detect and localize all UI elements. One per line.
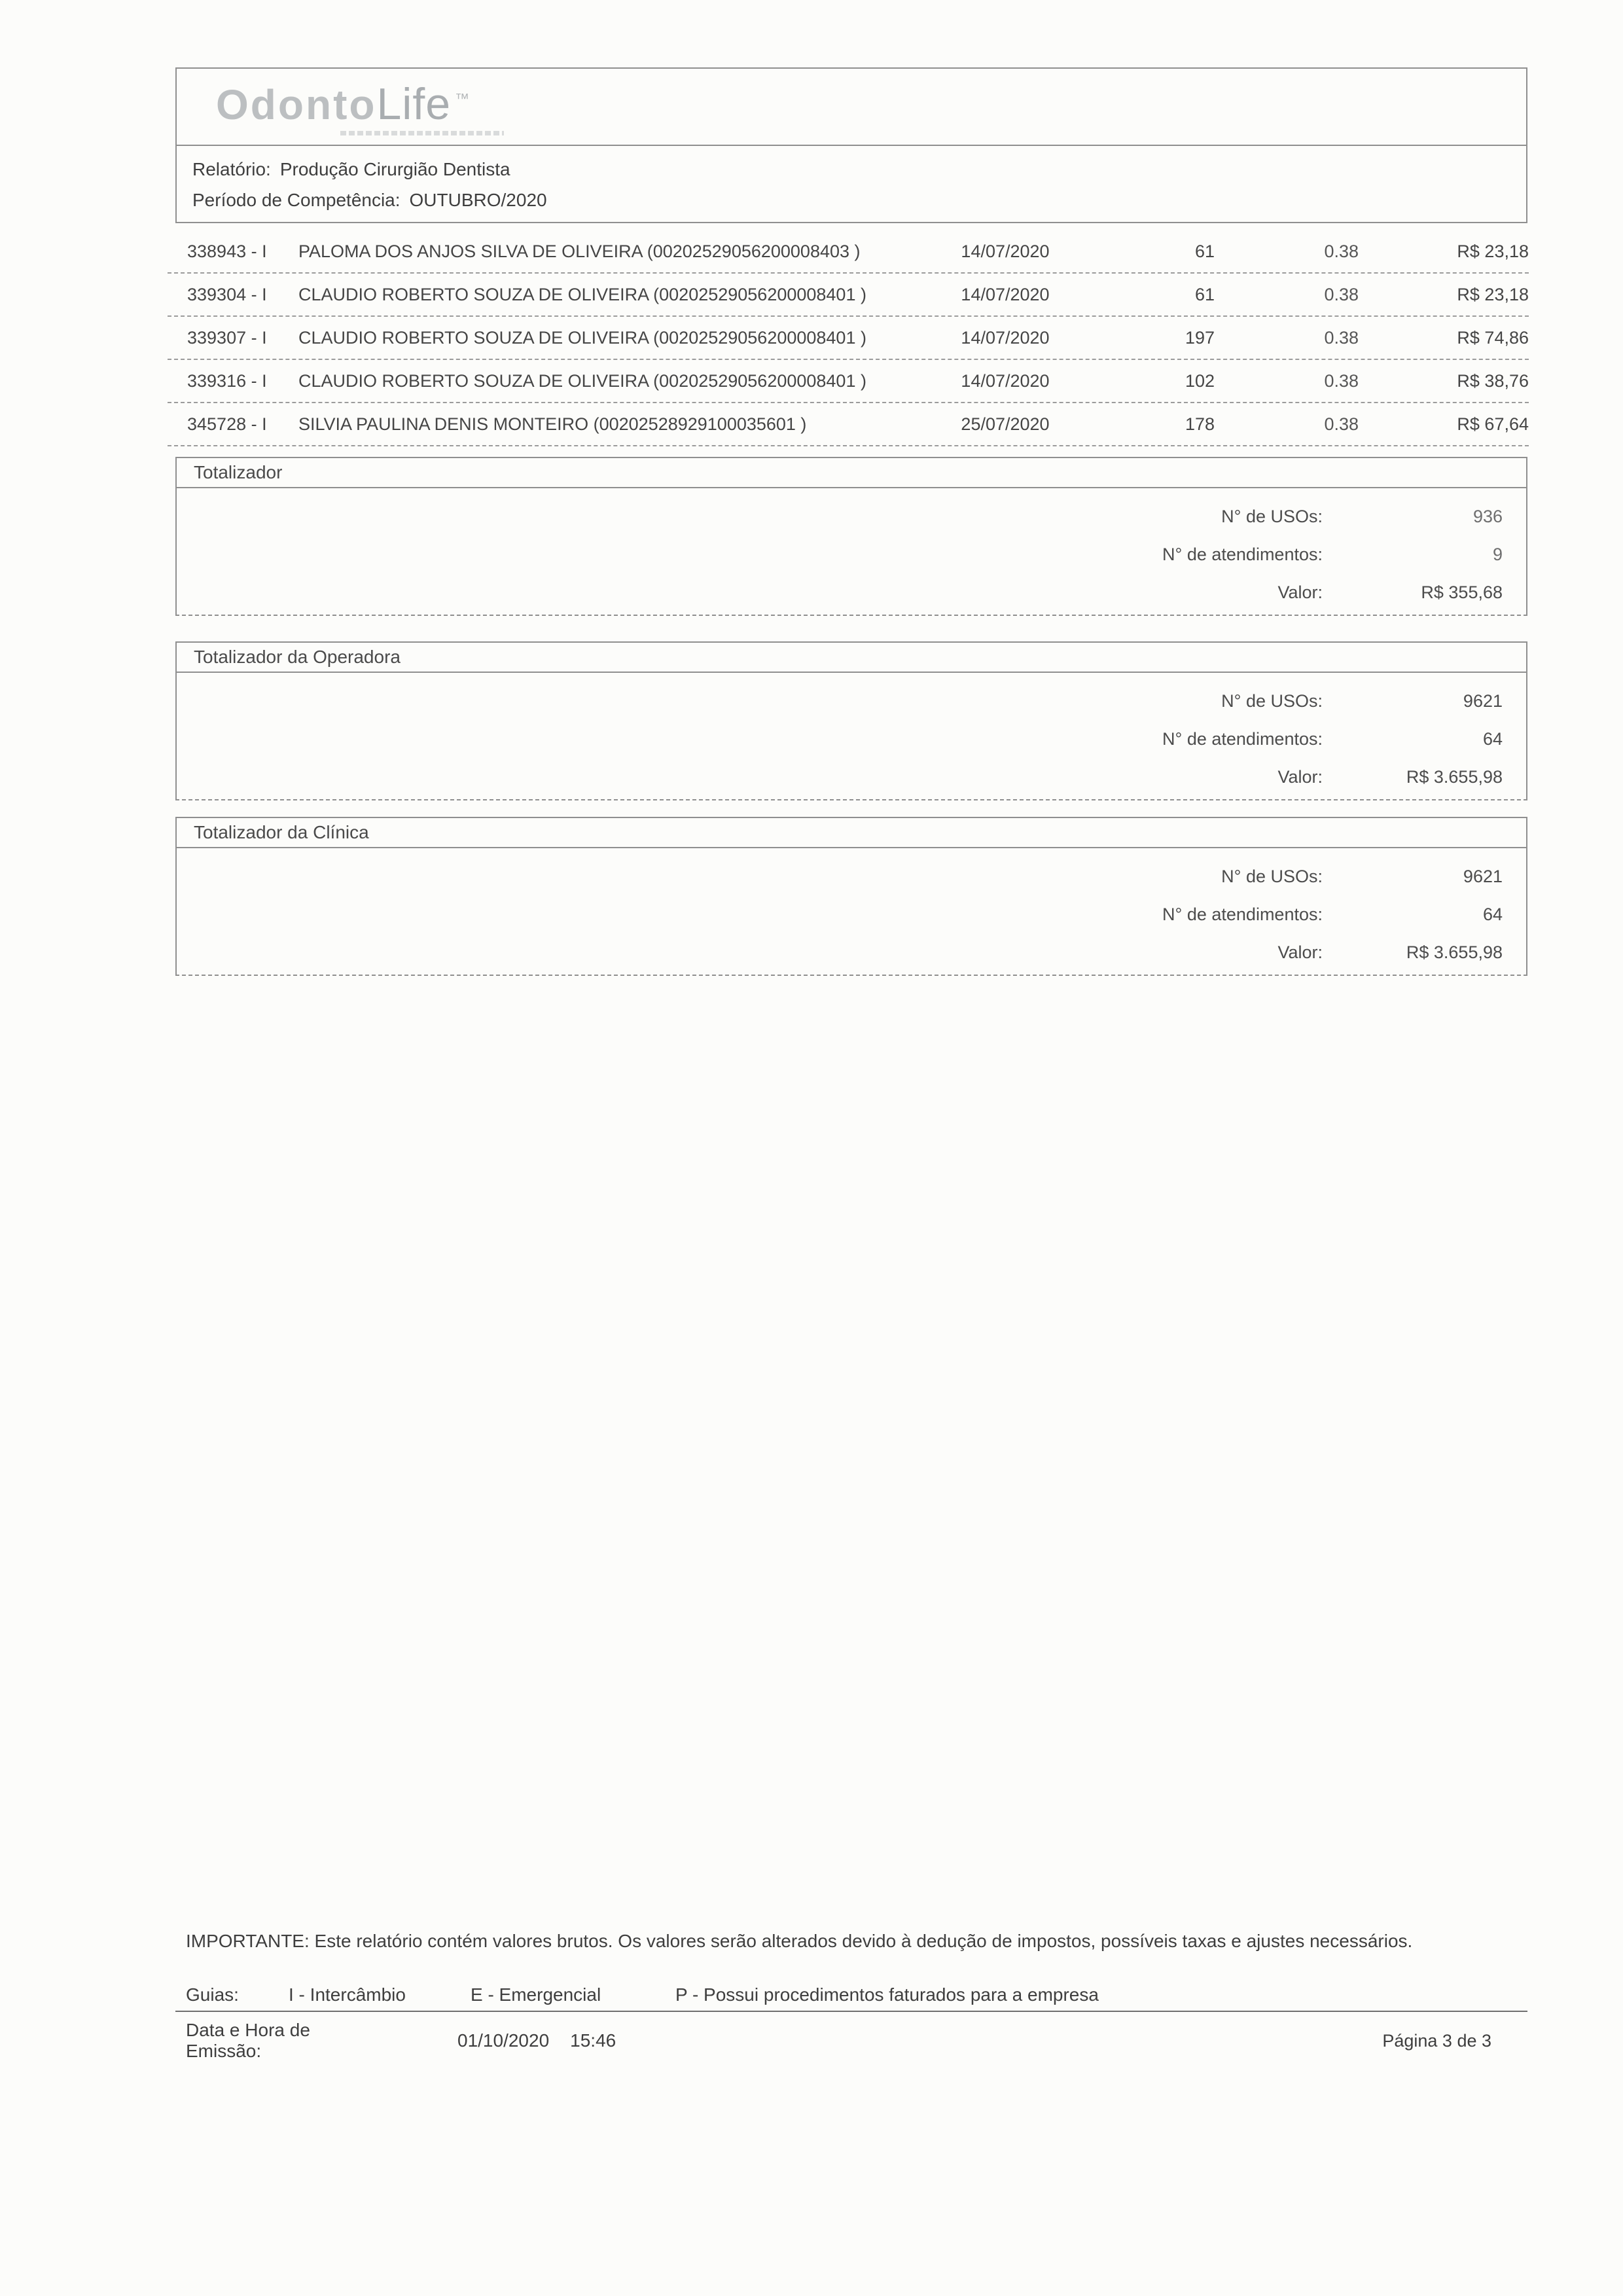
usos-label: N° de USOs: bbox=[1221, 506, 1323, 526]
emission-time: 15:46 bbox=[570, 2030, 616, 2051]
patient-name: SILVIA PAULINA DENIS MONTEIRO (00202528929100035601 ) bbox=[298, 414, 807, 434]
patient-name: CLAUDIO ROBERTO SOUZA DE OLIVEIRA (00202529056200008401 ) bbox=[298, 370, 866, 391]
report-value: Produção Cirurgião Dentista bbox=[279, 158, 510, 179]
production-table bbox=[168, 230, 1529, 446]
logo-text-odonto: Odonto bbox=[216, 81, 377, 128]
patient-name: CLAUDIO ROBERTO SOUZA DE OLIVEIRA (00202529056200008401 ) bbox=[298, 284, 866, 304]
usos-label: N° de USOs: bbox=[1221, 691, 1323, 711]
uses-count: 61 bbox=[1194, 241, 1215, 261]
emission-date: 01/10/2020 bbox=[457, 2030, 550, 2051]
valor-row bbox=[177, 758, 1503, 796]
uses-count: 102 bbox=[1185, 370, 1215, 391]
atendimentos-row bbox=[177, 895, 1503, 933]
uses-count: 197 bbox=[1185, 327, 1215, 348]
usos-value: 9621 bbox=[1463, 691, 1503, 711]
valor-row bbox=[177, 933, 1503, 971]
rate-value: 0.38 bbox=[1324, 327, 1359, 348]
logo-box bbox=[175, 67, 1527, 146]
atendimentos-row bbox=[177, 720, 1503, 758]
period-row bbox=[192, 185, 1526, 215]
usos-row bbox=[177, 497, 1503, 535]
guide-id: 338943 - I bbox=[187, 241, 267, 261]
odontolife-logo bbox=[216, 79, 1526, 130]
totalizador-operadora-block bbox=[175, 641, 1527, 800]
table-row bbox=[168, 230, 1529, 274]
guia-intercambio: I - Intercâmbio bbox=[289, 1984, 406, 2005]
atendimentos-value: 64 bbox=[1482, 904, 1503, 924]
important-note: IMPORTANTE: Este relatório contém valores brutos. Os valores serão alterados devido à dedução de impostos, possíveis taxas e ajustes necessários. bbox=[186, 1931, 1413, 1951]
amount-value: R$ 23,18 bbox=[1457, 284, 1529, 304]
trademark-symbol: ™ bbox=[455, 90, 470, 107]
usos-row bbox=[177, 857, 1503, 895]
totalizador-title: Totalizador bbox=[175, 457, 1527, 488]
atendimentos-value: 9 bbox=[1492, 544, 1503, 564]
totalizador-operadora-title: Totalizador da Operadora bbox=[175, 641, 1527, 673]
usos-row bbox=[177, 682, 1503, 720]
valor-label: Valor: bbox=[1277, 582, 1323, 602]
valor-row bbox=[177, 573, 1503, 611]
table-row bbox=[168, 403, 1529, 446]
usos-value: 936 bbox=[1472, 506, 1503, 526]
service-date: 14/07/2020 bbox=[961, 241, 1050, 261]
valor-label: Valor: bbox=[1277, 766, 1323, 787]
logo-tagline bbox=[340, 131, 504, 135]
period-label: Período de Competência: bbox=[192, 189, 401, 210]
footer-divider-line bbox=[175, 2011, 1527, 2012]
rate-value: 0.38 bbox=[1324, 370, 1359, 391]
atendimentos-row bbox=[177, 535, 1503, 573]
amount-value: R$ 67,64 bbox=[1457, 414, 1529, 434]
atendimentos-label: N° de atendimentos: bbox=[1162, 728, 1323, 749]
valor-value: R$ 3.655,98 bbox=[1406, 942, 1503, 962]
totalizador-operadora-body bbox=[175, 673, 1527, 800]
period-value: OUTUBRO/2020 bbox=[409, 189, 547, 210]
guias-label: Guias: bbox=[186, 1984, 239, 2005]
page-indicator: Página 3 de 3 bbox=[1382, 2030, 1491, 2051]
rate-value: 0.38 bbox=[1324, 414, 1359, 434]
patient-name: PALOMA DOS ANJOS SILVA DE OLIVEIRA (00202529056200008403 ) bbox=[298, 241, 861, 261]
atendimentos-value: 64 bbox=[1482, 728, 1503, 749]
table-row bbox=[168, 360, 1529, 403]
report-label: Relatório: bbox=[192, 158, 271, 179]
rate-value: 0.38 bbox=[1324, 284, 1359, 304]
table-row bbox=[168, 274, 1529, 317]
uses-count: 178 bbox=[1185, 414, 1215, 434]
valor-value: R$ 3.655,98 bbox=[1406, 766, 1503, 787]
totalizador-clinica-body bbox=[175, 848, 1527, 976]
usos-value: 9621 bbox=[1463, 866, 1503, 886]
atendimentos-label: N° de atendimentos: bbox=[1162, 544, 1323, 564]
guia-faturados: P - Possui procedimentos faturados para a empresa bbox=[675, 1984, 1099, 2005]
valor-label: Valor: bbox=[1277, 942, 1323, 962]
service-date: 14/07/2020 bbox=[961, 284, 1050, 304]
guide-id: 339307 - I bbox=[187, 327, 267, 348]
service-date: 25/07/2020 bbox=[961, 414, 1050, 434]
rate-value: 0.38 bbox=[1324, 241, 1359, 261]
guia-emergencial: E - Emergencial bbox=[471, 1984, 601, 2005]
totalizador-block bbox=[175, 457, 1527, 616]
amount-value: R$ 23,18 bbox=[1457, 241, 1529, 261]
uses-count: 61 bbox=[1194, 284, 1215, 304]
totalizador-body bbox=[175, 488, 1527, 616]
amount-value: R$ 74,86 bbox=[1457, 327, 1529, 348]
table-row bbox=[168, 317, 1529, 360]
patient-name: CLAUDIO ROBERTO SOUZA DE OLIVEIRA (00202529056200008401 ) bbox=[298, 327, 866, 348]
logo-text-life: Life bbox=[376, 79, 452, 129]
guide-id: 339304 - I bbox=[187, 284, 267, 304]
emission-row bbox=[186, 2020, 1491, 2062]
totalizador-clinica-title: Totalizador da Clínica bbox=[175, 817, 1527, 848]
guide-id: 345728 - I bbox=[187, 414, 267, 434]
guide-id: 339316 - I bbox=[187, 370, 267, 391]
guias-legend-row bbox=[186, 1984, 1527, 2005]
emission-label: Data e Hora de Emissão: bbox=[186, 2020, 310, 2061]
totalizador-clinica-block bbox=[175, 817, 1527, 976]
atendimentos-label: N° de atendimentos: bbox=[1162, 904, 1323, 924]
report-title-row bbox=[192, 154, 1526, 185]
service-date: 14/07/2020 bbox=[961, 327, 1050, 348]
service-date: 14/07/2020 bbox=[961, 370, 1050, 391]
usos-label: N° de USOs: bbox=[1221, 866, 1323, 886]
report-header-box bbox=[175, 145, 1527, 223]
valor-value: R$ 355,68 bbox=[1421, 582, 1503, 602]
amount-value: R$ 38,76 bbox=[1457, 370, 1529, 391]
